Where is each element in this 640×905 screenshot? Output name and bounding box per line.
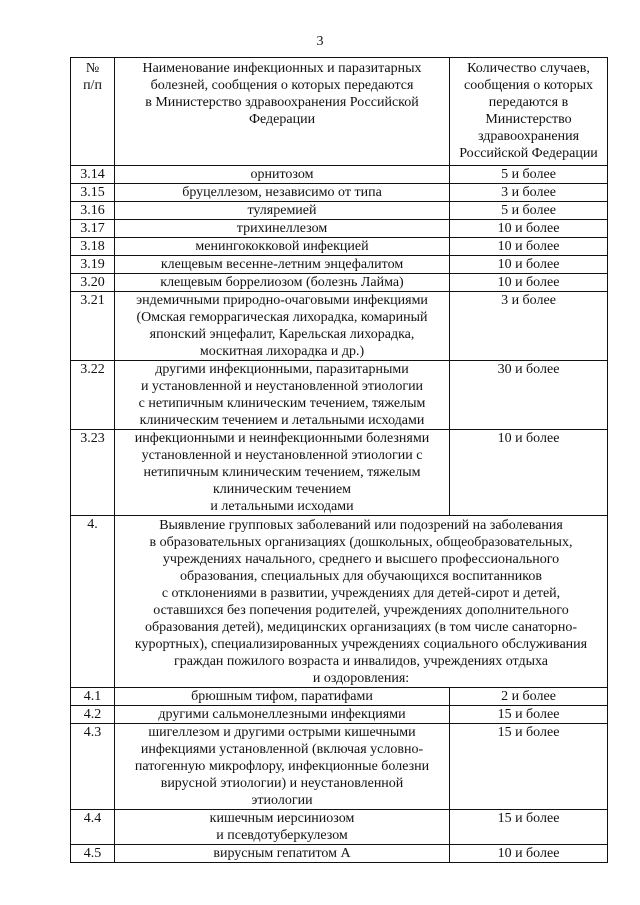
row-number: 3.21	[71, 292, 115, 361]
row-number: 4.4	[71, 810, 115, 845]
row-disease-name: клещевым боррелиозом (болезнь Лайма)	[115, 274, 450, 292]
section-4-row	[71, 516, 608, 688]
row-disease-name: шигеллезом и другими острыми кишечными инфекциями установленной (включая условно- патогенную микрофлору, инфекционные болезни вирусной этиологии) и неустановленной этиологии	[115, 724, 450, 810]
row-case-count: 3 и более	[450, 184, 608, 202]
row-case-count: 30 и более	[450, 361, 608, 430]
row-number: 3.20	[71, 274, 115, 292]
row-case-count: 2 и более	[450, 688, 608, 706]
row-disease-name: эндемичными природно-очаговыми инфекциями (Омская геморрагическая лихорадка, комариный японский энцефалит, Карельская лихорадка, москитная лихорадка и др.)	[115, 292, 450, 361]
table-body-section4	[71, 688, 608, 863]
row-case-count: 15 и более	[450, 810, 608, 845]
table-row	[71, 845, 608, 863]
table-header-row	[71, 58, 608, 166]
header-disease-name: Наименование инфекционных и паразитарных болезней, сообщения о которых передаются в Министерство здравоохранения Российской Федерации	[115, 58, 450, 166]
row-disease-name: кишечным иерсиниозом и псевдотуберкулезом	[115, 810, 450, 845]
row-disease-name: брюшным тифом, паратифами	[115, 688, 450, 706]
table-row	[71, 202, 608, 220]
table-row	[71, 292, 608, 361]
page-number: 3	[316, 34, 324, 49]
table-body-section4-header	[71, 516, 608, 688]
table-row	[71, 688, 608, 706]
reporting-table	[70, 57, 608, 863]
row-case-count: 10 и более	[450, 430, 608, 516]
row-number: 4.5	[71, 845, 115, 863]
section-4-number: 4.	[71, 516, 115, 688]
row-disease-name: орнитозом	[115, 166, 450, 184]
row-number: 4.3	[71, 724, 115, 810]
row-number: 3.16	[71, 202, 115, 220]
row-case-count: 5 и более	[450, 166, 608, 184]
table-row	[71, 706, 608, 724]
row-number: 4.2	[71, 706, 115, 724]
row-number: 3.22	[71, 361, 115, 430]
row-case-count: 10 и более	[450, 220, 608, 238]
row-disease-name: инфекционными и неинфекционными болезнями установленной и неустановленной этиологии с нетипичным клиническим течением, тяжелым клиническим течением и летальными исходами	[115, 430, 450, 516]
row-number: 3.19	[71, 256, 115, 274]
table-row	[71, 220, 608, 238]
table-row	[71, 724, 608, 810]
row-case-count: 10 и более	[450, 845, 608, 863]
row-disease-name: бруцеллезом, независимо от типа	[115, 184, 450, 202]
table-body-section3	[71, 166, 608, 516]
row-number: 3.23	[71, 430, 115, 516]
row-case-count: 15 и более	[450, 724, 608, 810]
table-row	[71, 430, 608, 516]
row-number: 3.15	[71, 184, 115, 202]
row-disease-name: трихинеллезом	[115, 220, 450, 238]
header-number: № п/п	[71, 58, 115, 166]
row-number: 3.18	[71, 238, 115, 256]
table-row	[71, 256, 608, 274]
row-case-count: 3 и более	[450, 292, 608, 361]
row-case-count: 10 и более	[450, 238, 608, 256]
row-number: 3.17	[71, 220, 115, 238]
row-case-count: 5 и более	[450, 202, 608, 220]
row-disease-name: клещевым весенне-летним энцефалитом	[115, 256, 450, 274]
table-row	[71, 166, 608, 184]
table-row	[71, 238, 608, 256]
row-disease-name: вирусным гепатитом А	[115, 845, 450, 863]
row-case-count: 10 и более	[450, 274, 608, 292]
row-case-count: 10 и более	[450, 256, 608, 274]
header-case-count: Количество случаев, сообщения о которых передаются в Министерство здравоохранения Российской Федерации	[450, 58, 608, 166]
row-disease-name: туляремией	[115, 202, 450, 220]
row-disease-name: другими сальмонеллезными инфекциями	[115, 706, 450, 724]
table-row	[71, 810, 608, 845]
table-row	[71, 274, 608, 292]
table-row	[71, 184, 608, 202]
section-4-description: Выявление групповых заболеваний или подозрений на заболевания в образовательных организациях (дошкольных, общеобразовательных, учреждениях начального, среднего и высшего профессионального образования, специальных для обучающихся воспитанников с отклонениями в развитии, учреждениях для детей-сирот и детей, оставшихся без попечения родителей, учреждениях дополнительного образования детей), медицинских организациях (в том числе санаторно- курортных), специализированных учреждениях социального обслуживания граждан пожилого возраста и инвалидов, учреждениях отдыха и оздоровления:	[115, 516, 608, 688]
row-disease-name: менингококковой инфекцией	[115, 238, 450, 256]
row-number: 4.1	[71, 688, 115, 706]
row-number: 3.14	[71, 166, 115, 184]
row-disease-name: другими инфекционными, паразитарными и установленной и неустановленной этиологии с нетипичным клиническим течением, тяжелым клиническим течением и летальными исходами	[115, 361, 450, 430]
table-row	[71, 361, 608, 430]
row-case-count: 15 и более	[450, 706, 608, 724]
